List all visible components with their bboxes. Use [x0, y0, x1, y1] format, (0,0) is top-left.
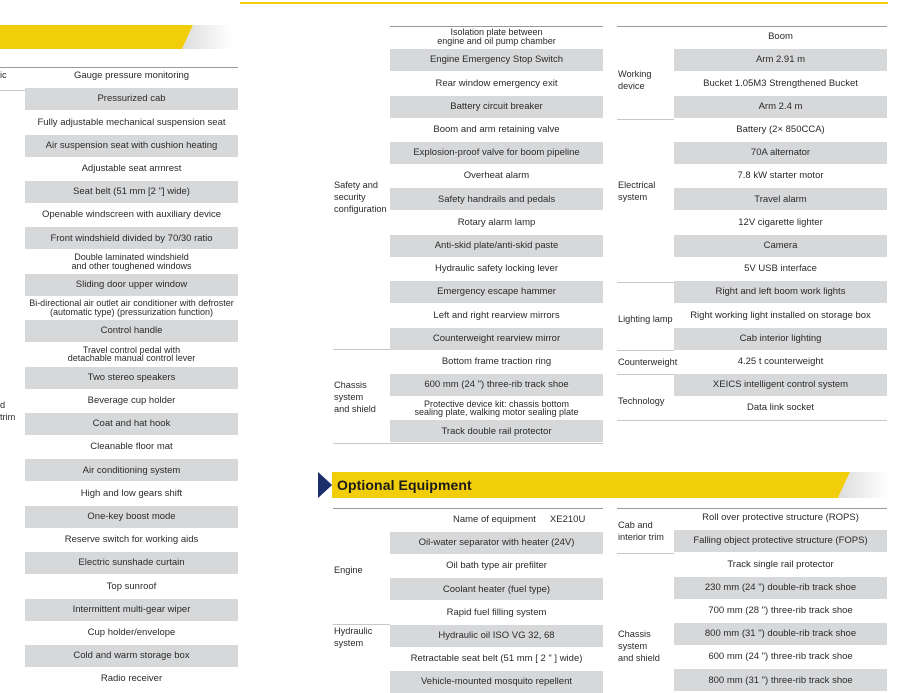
col3-category-working-line: device	[618, 80, 645, 91]
optional-title: Optional Equipment	[337, 477, 472, 493]
opt-header-model: XE210U	[549, 514, 586, 526]
opt-left-row: Rapid fuel filling system	[446, 606, 547, 618]
col3-row: 12V cigarette lighter	[738, 216, 823, 228]
col1-row: Front windshield divided by 70/30 ratio	[25, 227, 238, 249]
col3-row: XEICS intelligent control system	[674, 374, 887, 396]
col2-row	[390, 26, 603, 48]
col1-row: Control handle	[25, 320, 238, 342]
opt-right-cat-rule	[617, 553, 674, 554]
opt-category-cab-line: interior trim	[618, 531, 664, 542]
col1-row: Adjustable seat armrest	[81, 163, 182, 175]
col1-row	[25, 343, 238, 365]
col3-row: Battery (2× 850CCA)	[736, 124, 825, 136]
opt-right-row: 800 mm (31 ") double-rib track shoe	[674, 623, 887, 645]
col1-category-cut-2-line: d	[0, 400, 6, 410]
col2-row: Hydraulic safety locking lever	[434, 263, 559, 275]
col3-row: Cab interior lighting	[674, 328, 887, 350]
col1-row: Gauge pressure monitoring	[73, 70, 190, 82]
col2-row: Boom and arm retaining valve	[433, 124, 560, 136]
col3-cat-rule	[617, 350, 674, 351]
col2-category-chassis-line: system	[334, 391, 364, 402]
col1-row: Electric sunshade curtain	[25, 552, 238, 574]
opt-right-row: 600 mm (24 ") three-rib track shoe	[708, 651, 853, 663]
col3-row: Camera	[674, 235, 887, 257]
opt-category-cab-line: Cab and	[618, 520, 653, 530]
col2-row: Overheat alarm	[463, 170, 530, 182]
col1-row-line: detachable manual control lever	[67, 353, 196, 364]
col3-row: Arm 2.4 m	[674, 96, 887, 118]
col3-category-electrical	[618, 180, 655, 204]
col1-row: Cup holder/envelope	[87, 627, 176, 639]
col1-row: Sliding door upper window	[25, 274, 238, 296]
col1-row-text	[68, 346, 196, 363]
col3-row: Right and left boom work lights	[674, 281, 887, 303]
col1-row: Top sunroof	[106, 580, 157, 592]
opt-right-row: Track single rail protector	[727, 558, 834, 570]
col1-row: High and low gears shift	[80, 487, 183, 499]
col3-row: Bucket 1.05M3 Strengthened Bucket	[703, 77, 858, 89]
col2-row-line: Protective device kit: chassis bottom	[423, 398, 570, 409]
opt-category-chassis	[618, 629, 660, 665]
col1-category-cut-2	[0, 400, 15, 424]
col1-row-line: (automatic type) (pressurization function)	[49, 307, 214, 317]
col1-category-cut-2-line: trim	[0, 411, 16, 422]
col3-cat-rule	[617, 282, 674, 283]
col1-row: Two stereo speakers	[25, 367, 238, 389]
col2-row: Anti-skid plate/anti-skid paste	[390, 235, 603, 257]
col1-row-text	[29, 299, 234, 316]
opt-category-hydraulic	[334, 626, 372, 650]
col1-top-rule	[0, 67, 238, 68]
opt-category-hydraulic-line: system	[334, 637, 364, 648]
col2-category-safety-line: security	[334, 191, 366, 202]
col2-row-line: engine and oil pump chamber	[437, 36, 556, 46]
opt-left-cat-rule	[333, 624, 390, 625]
top-rule	[240, 2, 888, 4]
opt-header-row	[390, 509, 603, 531]
col1-row: Intermittent multi-gear wiper	[25, 599, 238, 621]
col3-category-working-line: Working	[618, 69, 652, 79]
col1-row: Pressurized cab	[25, 88, 238, 110]
col2-chassis-rule	[333, 349, 390, 350]
col3-row: Boom	[768, 31, 793, 43]
opt-left-row: Hydraulic oil ISO VG 32, 68	[390, 625, 603, 647]
col1-row: Seat belt (51 mm [2 "] wide)	[25, 181, 238, 203]
col1-row-line: Bi-directional air outlet air conditioner with defroster	[29, 298, 234, 309]
col3-row: 5V USB interface	[744, 263, 817, 275]
col1-row-line: Double laminated windshield	[74, 252, 189, 263]
opt-right-row: Roll over protective structure (ROPS)	[702, 512, 859, 524]
col2-row: Safety handrails and pedals	[390, 188, 603, 210]
col2-row: Battery circuit breaker	[390, 96, 603, 118]
opt-category-engine	[334, 565, 363, 577]
col2-row: Engine Emergency Stop Switch	[390, 49, 603, 71]
col3-category-lighting	[618, 314, 673, 326]
col3-row: Right working light installed on storage box	[690, 309, 871, 321]
opt-category-cab	[618, 520, 664, 544]
col3-category-electrical-line: system	[618, 191, 648, 202]
col2-category-chassis	[334, 380, 376, 416]
col1-row: One-key boost mode	[25, 506, 238, 528]
col1-row: Beverage cup holder	[87, 395, 176, 407]
col2-row: 600 mm (24 ") three-rib track shoe	[390, 374, 603, 396]
col3-row: 7.8 kW starter motor	[737, 170, 824, 182]
opt-right-row: Falling object protective structure (FOPS)	[674, 530, 887, 552]
opt-category-chassis-line: and shield	[618, 652, 660, 663]
col3-cat-rule	[617, 119, 674, 120]
col1-row: Reserve switch for working aids	[64, 534, 199, 546]
col1-row: Air suspension seat with cushion heating	[25, 135, 238, 157]
col3-category-counterweight-line: Counterweight	[618, 357, 678, 367]
col1-row	[25, 297, 238, 319]
col3-category-technology	[618, 396, 664, 408]
col2-row: Explosion-proof valve for boom pipeline	[390, 142, 603, 164]
col1-row-line: Travel control pedal with	[82, 344, 181, 355]
col2-category-safety-line: Safety and	[334, 180, 378, 190]
section-banner-left	[0, 25, 232, 49]
opt-left-row: Oil-water separator with heater (24V)	[390, 532, 603, 554]
opt-category-hydraulic-line: Hydraulic	[334, 626, 373, 636]
col2-row: Emergency escape hammer	[390, 281, 603, 303]
col2-bottom-rule	[333, 443, 603, 444]
col2-row-text	[414, 400, 578, 417]
col1-row: Fully adjustable mechanical suspension seat	[37, 116, 226, 128]
opt-right-row: 800 mm (31 ") three-rib track shoe	[674, 669, 887, 691]
col3-row: Data link socket	[746, 402, 815, 414]
col3-cat-rule	[617, 374, 674, 375]
col3-category-technology-line: Technology	[618, 396, 665, 406]
opt-category-engine-line: Engine	[334, 565, 363, 575]
col2-row: Bottom frame traction ring	[441, 356, 552, 368]
col2-category-chassis-line: Chassis	[334, 380, 367, 390]
col3-category-working	[618, 69, 652, 93]
opt-header-label: Name of equipment	[453, 514, 536, 526]
col1-row	[25, 251, 238, 273]
col1-row: Cold and warm storage box	[25, 645, 238, 667]
opt-right-row: 700 mm (28 ") three-rib track shoe	[708, 605, 853, 617]
col3-bottom-rule	[617, 420, 887, 421]
col2-category-chassis-line: and shield	[334, 403, 376, 414]
col3-row: 70A alternator	[674, 142, 887, 164]
col3-row: Arm 2.91 m	[674, 49, 887, 71]
col2-row: Rotary alarm lamp	[457, 216, 536, 228]
col1-row-line: and other toughened windows	[71, 260, 192, 271]
col3-row: 4.25 t counterweight	[737, 356, 824, 368]
col1-category-cut	[0, 70, 7, 82]
col3-category-electrical-line: Electrical	[618, 180, 656, 190]
opt-left-row: Coolant heater (fuel type)	[390, 578, 603, 600]
col2-category-safety	[334, 180, 387, 216]
col2-row: Left and right rearview mirrors	[433, 309, 560, 321]
opt-left-row: Retractable seat belt (51 mm [ 2 " ] wide)	[410, 653, 583, 665]
col2-row: Counterweight rearview mirror	[390, 328, 603, 350]
opt-left-row: Vehicle-mounted mosquito repellent	[390, 671, 603, 693]
col1-row: Air conditioning system	[25, 459, 238, 481]
col3-top-rule	[617, 26, 887, 27]
col3-category-lighting-line: Lighting lamp	[618, 314, 673, 324]
col2-row-text	[437, 28, 556, 45]
col1-category-cut-line: ic	[0, 70, 7, 80]
col3-category-counterweight	[618, 357, 677, 369]
opt-category-chassis-line: system	[618, 640, 648, 651]
col1-cat-rule	[0, 90, 25, 91]
col2-row	[390, 397, 603, 419]
col2-row-line: Isolation plate between	[450, 27, 543, 38]
col1-row: Radio receiver	[100, 673, 163, 685]
col2-category-safety-line: configuration	[334, 203, 387, 214]
col3-row: Travel alarm	[674, 188, 887, 210]
col1-row: Coat and hat hook	[25, 413, 238, 435]
col1-row: Openable windscreen with auxiliary device	[41, 209, 221, 221]
col2-row-line: sealing plate, walking motor sealing plate	[414, 407, 579, 418]
opt-left-row: Oil bath type air prefilter	[446, 560, 547, 572]
col1-row-text	[71, 253, 191, 270]
opt-category-chassis-line: Chassis	[618, 629, 651, 639]
col2-top-rule	[390, 26, 603, 27]
opt-right-row: 230 mm (24 ") double-rib track shoe	[674, 577, 887, 599]
col2-row: Track double rail protector	[390, 420, 603, 442]
col1-row: Cleanable floor mat	[90, 441, 173, 453]
col2-row: Rear window emergency exit	[435, 77, 558, 89]
